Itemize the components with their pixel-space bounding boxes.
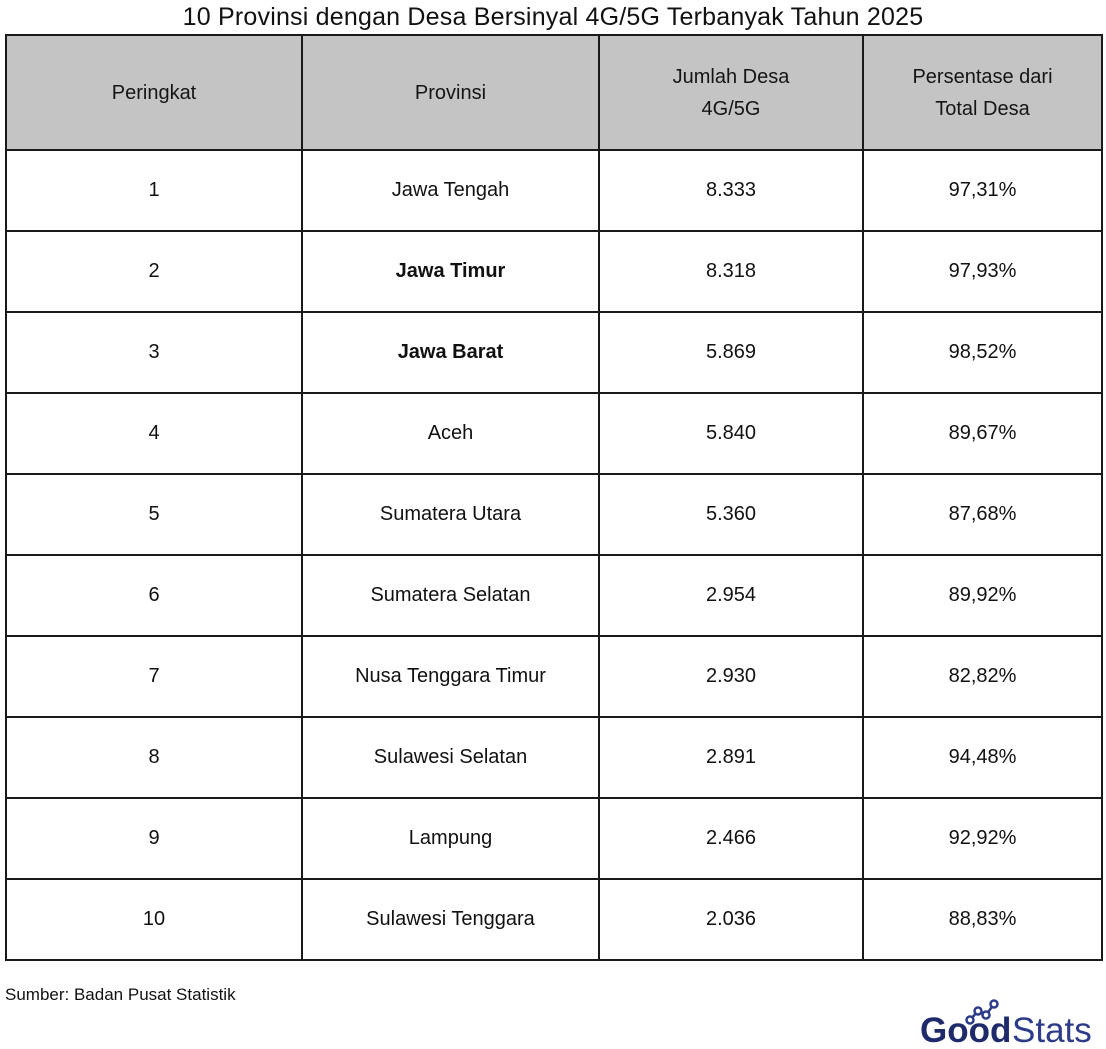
cell-rank: 2: [6, 231, 302, 312]
table-header-row: [6, 35, 1102, 150]
table-row: [6, 798, 1102, 879]
cell-village-count: 5.840: [599, 393, 863, 474]
cell-province: Jawa Tengah: [302, 150, 599, 231]
cell-rank: 10: [6, 879, 302, 960]
cell-village-count: 2.036: [599, 879, 863, 960]
cell-rank: 4: [6, 393, 302, 474]
cell-percentage: 94,48%: [863, 717, 1102, 798]
table-row: [6, 231, 1102, 312]
table-row: [6, 636, 1102, 717]
cell-province: Jawa Timur: [302, 231, 599, 312]
cell-province: Sulawesi Tenggara: [302, 879, 599, 960]
cell-rank: 1: [6, 150, 302, 231]
cell-village-count: 8.318: [599, 231, 863, 312]
logo-text-good: Good: [920, 1011, 1012, 1048]
cell-province: Sumatera Selatan: [302, 555, 599, 636]
cell-percentage: 87,68%: [863, 474, 1102, 555]
cell-percentage: 89,92%: [863, 555, 1102, 636]
cell-province: Nusa Tenggara Timur: [302, 636, 599, 717]
table-row: [6, 393, 1102, 474]
cell-village-count: 2.891: [599, 717, 863, 798]
cell-village-count: 2.930: [599, 636, 863, 717]
cell-village-count: 5.360: [599, 474, 863, 555]
table-row: [6, 879, 1102, 960]
cell-village-count: 5.869: [599, 312, 863, 393]
cell-province: Sumatera Utara: [302, 474, 599, 555]
table-row: [6, 474, 1102, 555]
cell-percentage: 97,93%: [863, 231, 1102, 312]
table-body: [6, 150, 1102, 960]
cell-rank: 7: [6, 636, 302, 717]
cell-province: Lampung: [302, 798, 599, 879]
source-note: Sumber: Badan Pusat Statistik: [5, 985, 236, 1004]
cell-village-count: 2.954: [599, 555, 863, 636]
table-row: [6, 150, 1102, 231]
column-header-peringkat: Peringkat: [6, 35, 302, 150]
cell-province: Aceh: [302, 393, 599, 474]
column-header-provinsi: Provinsi: [302, 35, 599, 150]
cell-rank: 9: [6, 798, 302, 879]
cell-rank: 8: [6, 717, 302, 798]
chart-title: 10 Provinsi dengan Desa Bersinyal 4G/5G Terbanyak Tahun 2025: [182, 3, 924, 31]
table-row: [6, 717, 1102, 798]
cell-percentage: 82,82%: [863, 636, 1102, 717]
data-table: [5, 34, 1103, 961]
data-table-container: [5, 34, 1101, 981]
logo-text-stats: Stats: [1012, 1011, 1092, 1048]
table-row: [6, 312, 1102, 393]
goodstats-logo: [916, 996, 1098, 1048]
column-header-persentase: Persentase dari Total Desa: [863, 35, 1102, 150]
cell-village-count: 8.333: [599, 150, 863, 231]
cell-province: Sulawesi Selatan: [302, 717, 599, 798]
column-header-jumlah-desa: Jumlah Desa 4G/5G: [599, 35, 863, 150]
cell-rank: 6: [6, 555, 302, 636]
cell-percentage: 98,52%: [863, 312, 1102, 393]
cell-percentage: 88,83%: [863, 879, 1102, 960]
cell-rank: 3: [6, 312, 302, 393]
cell-percentage: 92,92%: [863, 798, 1102, 879]
cell-province: Jawa Barat: [302, 312, 599, 393]
cell-rank: 5: [6, 474, 302, 555]
table-row: [6, 555, 1102, 636]
cell-village-count: 2.466: [599, 798, 863, 879]
cell-percentage: 89,67%: [863, 393, 1102, 474]
cell-percentage: 97,31%: [863, 150, 1102, 231]
